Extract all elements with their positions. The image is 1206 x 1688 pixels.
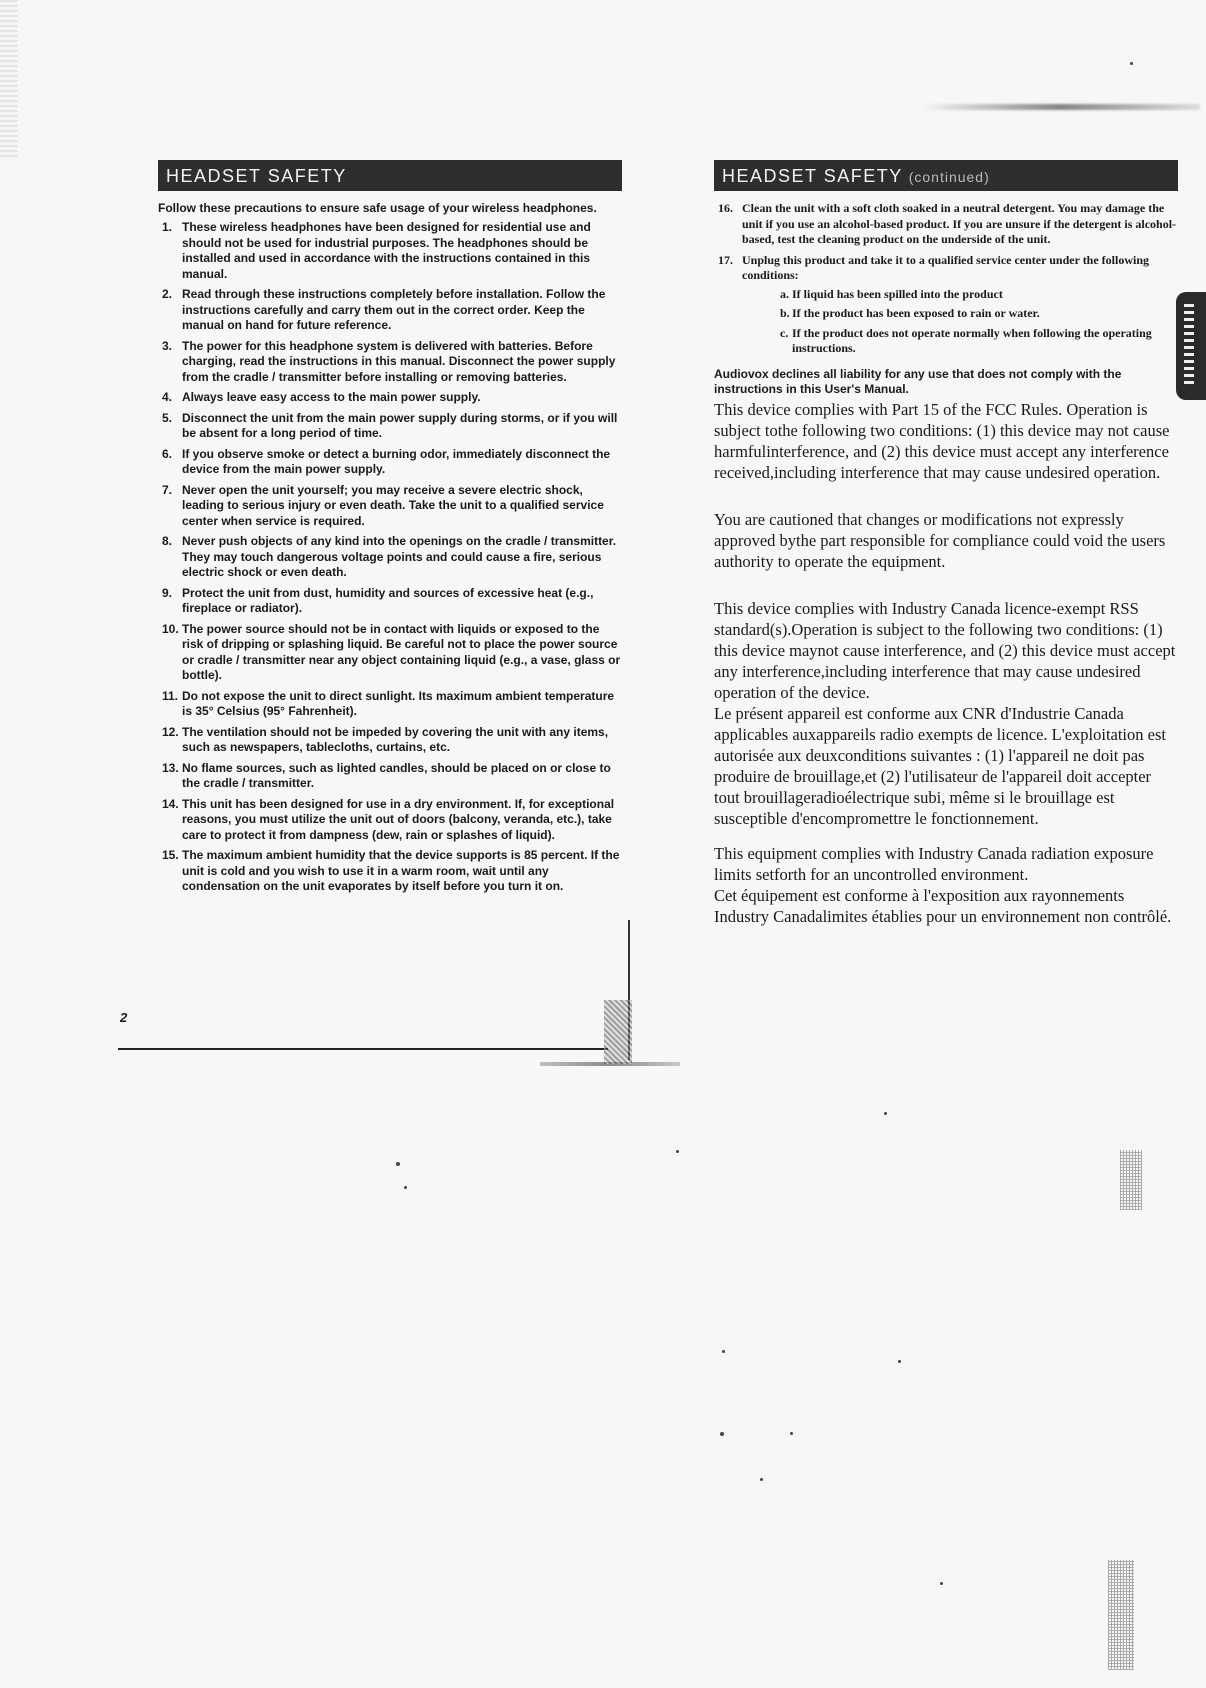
list-item: 4. Always leave easy access to the main power supply. (162, 390, 481, 404)
list-item: 17. Unplug this product and take it to a qualified service center under the following conditions: a. If liquid has been spilled into the product b. If the product has been exposed to rain or water. c. If the product does not operate normally when following the operating instructions. (714, 253, 1178, 357)
scan-speck (898, 1360, 901, 1363)
scan-shadow-artifact (920, 104, 1200, 110)
scan-speck (760, 1478, 763, 1481)
list-item: 14. This unit has been designed for use in a dry environment. If, for exceptional reasons, you must utilize the unit out of doors (balcony, veranda, etc.), take care to protect it from dampness (dew, rain or splashes of liquid). (162, 796, 615, 842)
list-item: 10. The power source should not be in contact with liquids or exposed to the risk of dripping or splashing liquid. Be careful not to place the power source or cradle / transmitter near any object containing liquid (e.g., a vase, glass or bottle). (162, 621, 621, 682)
banner-title: HEADSET SAFETY (722, 166, 903, 186)
fcc-compliance-statement: This device complies with Part 15 of the FCC Rules. Operation is subject tothe following two conditions: (1) this device may not cause harmfulinterference, and (2) this device must accept any interference received,including interference that may cause undesired operation. (714, 399, 1170, 482)
scan-speck (404, 1186, 407, 1189)
right-page (714, 160, 1178, 927)
scan-speck (940, 1582, 943, 1585)
page-bottom-rule (118, 1048, 608, 1050)
conditions-sublist (776, 287, 1178, 357)
scan-speck (676, 1150, 679, 1153)
industry-canada-statement-fr: Le présent appareil est conforme aux CNR d'Industrie Canada applicables auxappareils radio exempts de licence. L'exploitation est autorisée aux deuxconditions suivantes : (1) l'appareil ne doit pas produire de brouillage,et (2) l'utilisateur de l'appareil doit accepter tout brouillageradioélectrique subi, même si le brouillage est susceptible d'encompromettre le fonctionnement. (714, 703, 1166, 828)
liability-disclaimer: Audiovox declines all liability for any use that does not comply with the instructions in this User's Manual. (714, 366, 1122, 396)
list-item: 8. Never push objects of any kind into the openings on the cradle / transmitter. They may touch dangerous voltage points and could cause a fire, serious electric shock or even death. (162, 534, 617, 579)
list-item: 2. Read through these instructions completely before installation. Follow the instructions carefully and carry them out in the correct order. Keep the manual on hand for future reference. (162, 287, 606, 332)
modification-caution: You are cautioned that changes or modifications not expressly approved bythe part responsible for compliance could void the users authority to operate the equipment. (714, 509, 1166, 571)
list-item: b. If the product has been exposed to rain or water. (780, 306, 1040, 320)
list-item: 12. The ventilation should not be impeded by covering the unit with any items, such as newspapers, tablecloths, curtains, etc. (162, 724, 609, 754)
list-item: 15. The maximum ambient humidity that the device supports is 85 percent. If the unit is cold and you wish to use it in a warm room, wait until any condensation on the unit evaporates by itself before you turn it on. (162, 848, 620, 893)
left-page (158, 160, 622, 900)
page-number: 2 (120, 1010, 128, 1025)
scan-speck (722, 1350, 725, 1353)
banner-continued-label: (continued) (908, 169, 990, 185)
scan-speck (1130, 62, 1133, 65)
list-item: 5. Disconnect the unit from the main power supply during storms, or if you will be absent for a long period of time. (162, 410, 618, 440)
rf-exposure-statement-fr: Cet équipement est conforme à l'exposition aux rayonnements Industry Canadalimites établies pour un environnement non contrôlé. (714, 885, 1172, 926)
list-item: c. If the product does not operate normally when following the operating instructions. (780, 325, 1152, 355)
section-banner-headset-safety (158, 160, 622, 191)
list-item: 16. Clean the unit with a soft cloth soaked in a neutral detergent. You may damage the unit if you use an alcohol-based product. If you are unsure if the detergent is alcohol-based, test the cleaning product on the underside of the unit. (718, 201, 1177, 246)
section-banner-headset-safety-continued (714, 160, 1178, 191)
scan-edge-artifact (0, 0, 18, 160)
list-item: a. If liquid has been spilled into the product (780, 286, 1003, 301)
safety-rules-list-continued (714, 201, 1178, 357)
intro-text: Follow these precautions to ensure safe usage of your wireless headphones. (158, 201, 597, 215)
list-item: 13. No flame sources, such as lighted candles, should be placed on or close to the cradle / transmitter. (162, 760, 611, 790)
list-item: 6. If you observe smoke or detect a burning odor, immediately disconnect the device from the main power supply. (162, 446, 611, 476)
list-item: 9. Protect the unit from dust, humidity and sources of excessive heat (e.g., fireplace or radiator). (162, 585, 594, 615)
scan-speck (396, 1162, 400, 1166)
banner-title: HEADSET SAFETY (166, 166, 347, 186)
list-item: 3. The power for this headphone system is delivered with batteries. Before charging, read the instructions in this manual. Disconnect the power supply from the cradle / transmitter before installing or removing batteries. (162, 338, 616, 384)
list-item: 1. These wireless headphones have been designed for residential use and should not be used for industrial purposes. The headphones should be installed and used in accordance with the instructions contained in this manual. (162, 220, 591, 281)
scan-noise-artifact (604, 1000, 632, 1064)
scan-speck (790, 1432, 793, 1435)
scan-noise-artifact (1120, 1150, 1142, 1210)
scan-noise-artifact (1108, 1560, 1134, 1670)
rf-exposure-statement: This equipment complies with Industry Canada radiation exposure limits setforth for an uncontrolled environment. (714, 843, 1154, 884)
scan-speck (720, 1432, 724, 1436)
scan-speck (884, 1112, 887, 1115)
safety-rules-list (158, 220, 622, 895)
section-tab-marker (1176, 292, 1206, 400)
list-item: 11. Do not expose the unit to direct sunlight. Its maximum ambient temperature is 35° Celsius (95° Fahrenheit). (162, 688, 615, 718)
list-item: 7. Never open the unit yourself; you may receive a severe electric shock, leading to serious injury or even death. Take the unit to a qualified service center when service is required. (162, 482, 604, 528)
industry-canada-statement: This device complies with Industry Canada licence-exempt RSS standard(s).Operation is subject to the following two conditions: (1) this device maynot cause interference, and (2) this device must accept any interference,including interference that may cause undesired operation of the device. (714, 598, 1176, 702)
